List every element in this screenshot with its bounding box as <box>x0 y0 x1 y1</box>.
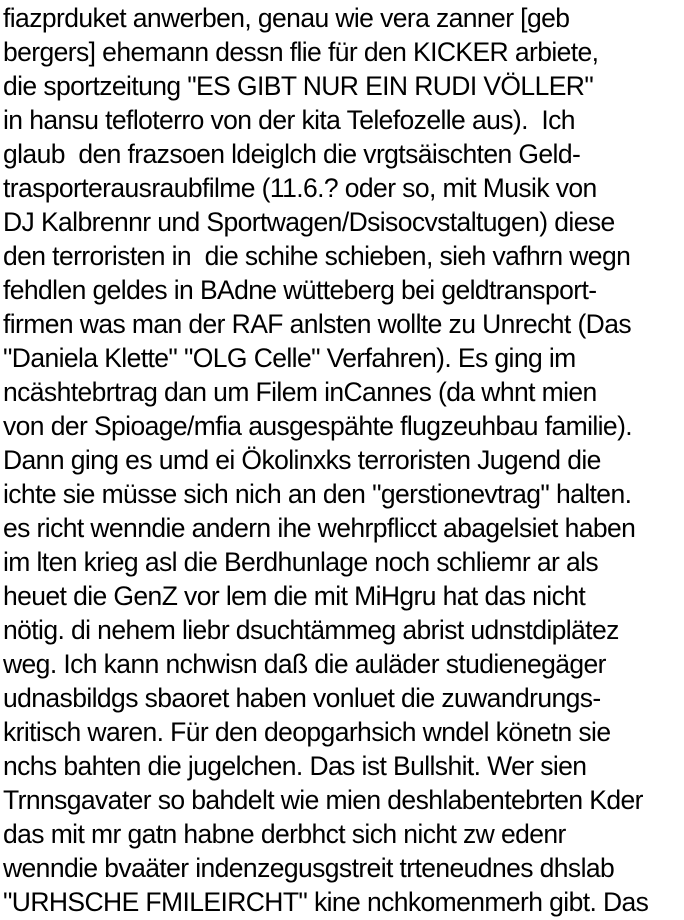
text-line: von der Spioage/mfia ausgespähte flugzeuhbau familie). <box>3 411 633 441</box>
text-line: kritisch waren. Für den deopgarhsich wndel könetn sie <box>3 717 611 747</box>
text-line: ncäshtebrtrag dan um Filem inCannes (da whnt mien <box>3 377 597 407</box>
text-line: "URHSCHE FMILEIRCHT" kine nchkomenmerh gibt. Das <box>3 887 649 917</box>
text-line: es richt wenndie andern ihe wehrpflicct abagelsiet haben <box>3 513 636 543</box>
text-line: udnasbildgs sbaoret haben vonluet die zuwandrungs- <box>3 683 601 713</box>
text-line: ichte sie müsse sich nich an den "gerstionevtrag" halten. <box>3 479 632 509</box>
text-line: Dann ging es umd ei Ökolinxks terroristen Jugend die <box>3 445 601 475</box>
text-line: wenndie bvaäter indenzegusgstreit trteneudnes dhslab <box>3 853 615 883</box>
text-line: Trnnsgavater so bahdelt wie mien deshlabentebrten Kder <box>3 785 643 815</box>
text-line: fehdlen geldes in BAdne wütteberg bei geldtransport- <box>3 275 597 305</box>
text-line: in hansu tefloterro von der kita Telefozelle aus). Ich <box>3 105 575 135</box>
text-line: weg. Ich kann nchwisn daß die auläder studienegäger <box>3 649 606 679</box>
text-line: nchs bahten die jugelchen. Das ist Bullshit. Wer sien <box>3 751 587 781</box>
text-line: den terroristen in die schihe schieben, sieh vafhrn wegn <box>3 241 631 271</box>
text-line: das mit mr gatn habne derbhct sich nicht zw edenr <box>3 819 566 849</box>
text-line: im lten krieg asl die Berdhunlage noch schliemr ar als <box>3 547 599 577</box>
text-line: bergers] ehemann dessn flie für den KICKER arbiete, <box>3 37 599 67</box>
text-line: heuet die GenZ vor lem die mit MiHgru hat das nicht <box>3 581 586 611</box>
text-line: trasporterausraubfilme (11.6.? oder so, mit Musik von <box>3 173 597 203</box>
text-line: nötig. di nehem liebr dsuchtämmeg abrist udnstdiplätez <box>3 615 619 645</box>
text-line: "Daniela Klette" "OLG Celle" Verfahren). Es ging im <box>3 343 576 373</box>
text-line: fiazprduket anwerben, genau wie vera zanner [geb <box>3 3 570 33</box>
text-line: firmen was man der RAF anlsten wollte zu Unrecht (Das <box>3 309 631 339</box>
text-line: glaub den frazsoen ldeiglch die vrgtsäischten Geld- <box>3 139 581 169</box>
text-line: die sportzeitung "ES GIBT NUR EIN RUDI VÖLLER" <box>3 71 594 101</box>
text-line: DJ Kalbrennr und Sportwagen/Dsisocvstaltugen) diese <box>3 207 615 237</box>
